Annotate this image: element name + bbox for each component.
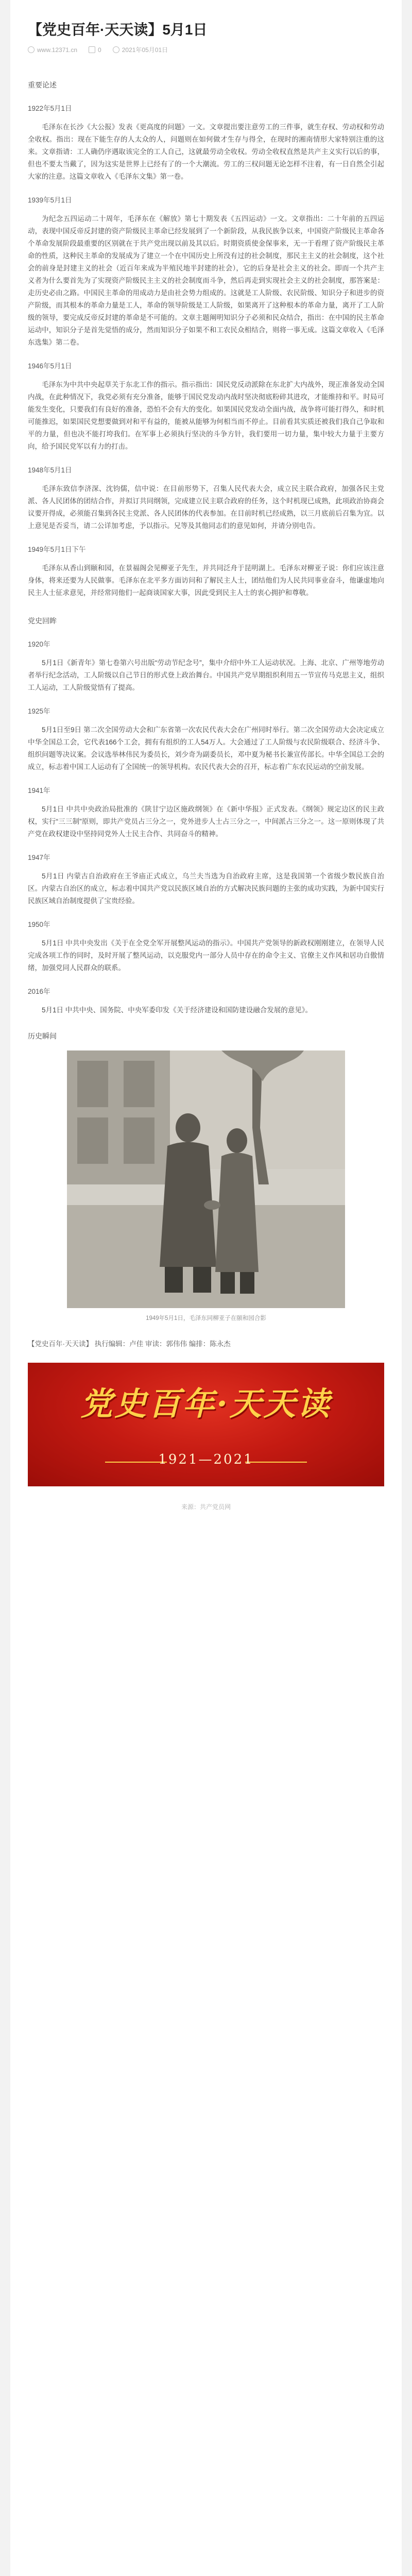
historical-photo xyxy=(67,1050,345,1308)
year-heading: 1941年 xyxy=(28,787,50,794)
year-block xyxy=(28,464,384,532)
history-block xyxy=(28,852,384,907)
history-block xyxy=(28,785,384,840)
section-title-party-history: 党史回眸 xyxy=(28,617,57,625)
banner-title: 党史百年·天天读 xyxy=(80,1385,332,1422)
paragraph: 5月1日《新青年》第七卷第六号出版“劳动节纪念号”，集中介绍中外工人运动状况。上海、北京、广州等地劳动者举行纪念活动，工人阶级以自己节日的形式登上政治舞台。中国共产党早期组织利用五一节宣传马克思主义，组织工人运动，工人阶级觉悟有了提高。 xyxy=(28,659,384,691)
paragraph: 毛泽东从香山到颐和园，在景福阁会见柳亚子先生，并共同泛舟于昆明湖上。毛泽东对柳亚子说：你们应该注意身体，将来还要为人民做事。毛泽东在北平多方面访问和了解民主人士，团结他们为人民共同事业奋斗，他谦虚地向民主人士征求意见，并经常同他们一起商谈国家大事，因此受到民主人士的衷心拥护和尊敬。 xyxy=(28,564,384,597)
article-meta xyxy=(28,45,384,54)
paragraph: 毛泽东致信李济深、沈钧儒，信中说：在目前形势下，召集人民代表大会，成立民主联合政府，加强各民主党派、各人民团体的团结合作，并拟订共同纲领，完成建立民主联合政府的任务，这个时机现已成熟，此项政治协商会议要开得成，必须能召集到各民主党派、各人民团体的代表参加。在目前时机已经成熟，以三月底前后召集为宜。以上意见是否妥当，请二公详加考虑，予以指示。兄等及其他同志们的意见如何，并请分别电告。 xyxy=(28,485,384,530)
history-block xyxy=(28,705,384,773)
paragraph: 5月1日 中共中央发出《关于在全党全军开展整风运动的指示》。中国共产党领导的新政权刚刚建立，在领导人民完成各项工作的同时，及时开展了整风运动，以克服党内一部分人员中存在的命令主义、官僚主义作风和居功自傲情绪，加强党同人民群众的联系。 xyxy=(28,939,384,972)
page-title: 【党史百年·天天读】5月1日 xyxy=(28,22,208,38)
section-title-important: 重要论述 xyxy=(28,81,57,89)
eye-icon xyxy=(89,46,95,53)
paragraph: 毛泽东为中共中央起草关于东北工作的指示。指示指出：国民党反动派除在东北扩大内战外，现正准备发动全国内战，在此种情况下，我党必须有充分准备，能够于国民党发动内战时坚决彻底粉碎其进攻，才能维持和平。时局可能发生变化，只要我们有良好的准备，恐怕不会有大的变化。如果国民党发动全面内战，战争将可能打得久，和时机可能推迟，如果国民党想要做到对和平有益的，能被从能够为何相当而不停止。目前看其实质还被我们我自己争取和平的力量，但也决不能打垮我们。在军事上必须执行坚决的斗争方针，我们要用一切力量，集中较大力量于主要方向，给予国民党军以有力的打击。 xyxy=(28,381,384,450)
year-heading: 2016年 xyxy=(28,988,50,995)
meta-source[interactable]: www.12371.cn xyxy=(28,46,77,54)
photo-container xyxy=(28,1050,384,1308)
globe-icon xyxy=(28,46,35,53)
year-block xyxy=(28,103,384,183)
paragraph: 为纪念五四运动二十周年，毛泽东在《解放》第七十期发表《五四运动》一文。文章指出：二十年前的五四运动，表现中国反帝反封建的资产阶级民主革命已经发展到了一个新阶段，从我民族争以来，中国资产阶级民主革命各个革命发展阶段最重要的区别就在于共产党出现以前及其以后。时期资质使金保事来，无一于看理了资产阶级民主革命的性质，这种民主革命的发展成为了建立一个在中国历史上所没有过的社会制度，那民主主义的社会制度，这个社会的前身是封建主义的社会（近百年来成为半殖民地半封建的社会），它的后身是社会主义的社会。即而一个共产主义者为什么要首先为了实现资产阶级民主主义的社会制度而斗争，然后再走到实现社会主义的社会制度，那答案是：走历史必由之路。中国民主革命的用成动力是由社会势力组成的。这就是工人阶级、农民阶级、知识分子和进步的资产阶级，而其根本的革命力量是工人，革命的领导阶级是工人阶级，如果离开了这种根本的革命力量，离开了工人阶级的领导，要完成反帝反封建的革命是不可能的。文章主题阐明知识分子必须和民众结合，指出：在中国的民主革命运动中，知识分子是首先觉悟的成分，然而知识分子如果不和工农民众相结合，则将一事无成。这篇文章收入《毛泽东选集》第二卷。 xyxy=(28,215,384,346)
history-block xyxy=(28,638,384,694)
year-heading: 1920年 xyxy=(28,640,50,648)
meta-date: 2021年05月01日 xyxy=(113,45,168,54)
year-block xyxy=(28,360,384,453)
year-heading: 1949年5月1日下午 xyxy=(28,546,86,553)
editor-credit: 【党史百年·天天读】 执行编辑：卢佳 审读：郭伟伟 编排：陈永杰 xyxy=(28,1340,231,1348)
year-heading: 1925年 xyxy=(28,707,50,715)
article-page xyxy=(10,0,402,2576)
year-heading: 1946年5月1日 xyxy=(28,362,72,370)
article-header xyxy=(10,0,402,59)
photo-caption: 1949年5月1日，毛泽东同柳亚子在颐和园合影 xyxy=(146,1315,266,1321)
footer-source: 来源：共产党员网 xyxy=(181,1503,231,1511)
year-heading: 1922年5月1日 xyxy=(28,105,72,112)
paragraph: 5月1日 中共中央、国务院、中央军委印发《关于经济建设和国防建设融合发展的意见》。 xyxy=(42,1006,313,1014)
section-title-photo: 历史瞬间 xyxy=(28,1032,57,1040)
clock-icon xyxy=(113,46,119,53)
year-heading: 1950年 xyxy=(28,921,50,928)
history-block xyxy=(28,919,384,974)
year-block xyxy=(28,194,384,349)
history-block xyxy=(28,986,384,1016)
paragraph: 5月1日 中共中央政治局批准的《陕甘宁边区施政纲领》在《新中华报》正式发表。《纲领》规定边区的民主政权，实行“三三制”原则，即共产党员占三分之一，党外进步人士占三分之一，中间派占三分之一。这一原则体现了共产党在政权建设中坚持同党外人士民主合作、共同奋斗的精神。 xyxy=(28,805,384,838)
year-heading: 1948年5月1日 xyxy=(28,466,72,474)
meta-views: 0 xyxy=(89,46,101,54)
paragraph: 5月1日至9日 第二次全国劳动大会和广东省第一次农民代表大会在广州同时举行。第二次全国劳动大会决定成立中华全国总工会，它代表166个工会，拥有有组织的工人54万人。大会通过了工人阶级与农民阶级联合、经济斗争、组织问题等决议案。会议选举林伟民为委员长，刘少奇为副委员长，邓中夏为秘书长兼宣传部长。中华全国总工会的成立，标志着中国工人运动有了全国统一的领导机构。农民代表大会的召开，标志着广东农民运动的空前发展。 xyxy=(28,726,384,771)
series-banner xyxy=(28,1363,384,1486)
banner-years: 1921—2021 xyxy=(158,1452,254,1467)
photo-illustration xyxy=(67,1050,345,1308)
year-heading: 1939年5月1日 xyxy=(28,196,72,204)
article-content xyxy=(10,59,402,1513)
paragraph: 5月1日 内蒙古自治政府在王爷庙正式成立，乌兰夫当选为自治政府主席，这是我国第一个省级少数民族自治区。内蒙古自治区的成立，标志着中国共产党以民族区域自治的方式解决民族问题的主张的成功实践，为新中国实行民族区域自治制度提供了宝贵经验。 xyxy=(28,872,384,905)
year-heading: 1947年 xyxy=(28,854,50,861)
paragraph: 毛泽东在长沙《大公报》发表《更高度的问题》一文。文章提出要注意劳工的三件事，就生存权、劳动权和劳动全收权。指出：现在下能生存的人太众的人，问题则在如何做才生存与得全，在现时的湘南情形大家特别注重的这来。文章指请：工人确仍序遇取该完全的工人自己，这就最劳动全收权。劳动全收权直然是共产主义实行以后的事，但也不要太当戴了，因为这实是世界上已经有了的一个大潮流。劳工的三权问题无论怎样不注着，有一日自然全引起大家的注意。这篇文章收入《毛泽东文集》第一卷。 xyxy=(28,123,384,180)
year-block xyxy=(28,544,384,599)
